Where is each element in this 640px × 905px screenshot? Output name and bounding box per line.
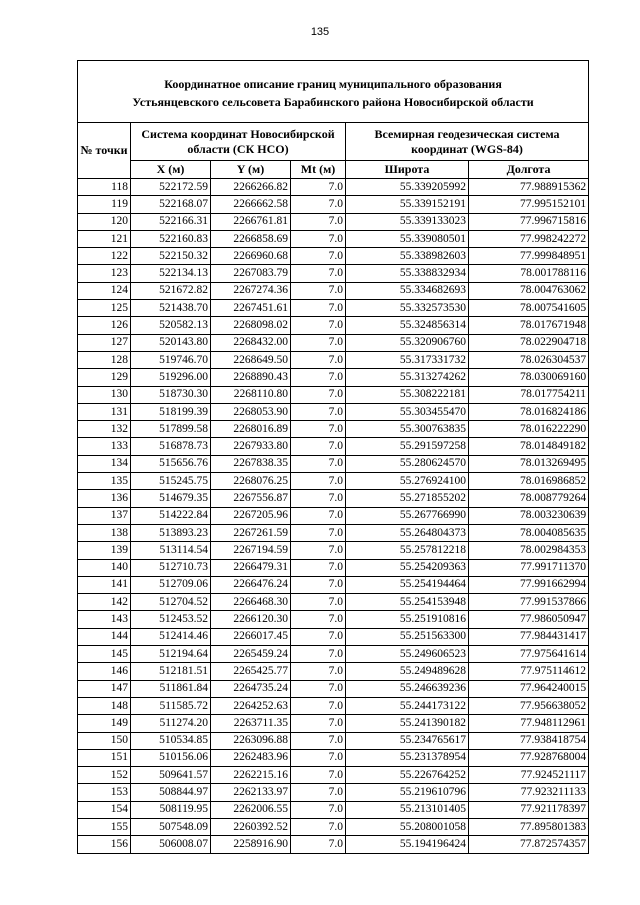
mt-cell: 7.0 [291,455,346,472]
point-number-cell: 150 [78,732,131,749]
table-row [78,334,589,351]
mt-cell: 7.0 [291,801,346,818]
longitude-cell: 77.938418754 [469,732,589,749]
table-row [78,749,589,766]
longitude-cell: 77.928768004 [469,749,589,766]
mt-cell: 7.0 [291,265,346,282]
point-number-cell: 118 [78,179,131,196]
x-cell: 511585.72 [131,697,211,714]
y-cell: 2263711.35 [211,715,291,732]
table-row [78,732,589,749]
longitude-cell: 77.991537866 [469,594,589,611]
longitude-cell: 77.984431417 [469,628,589,645]
point-number-cell: 122 [78,248,131,265]
longitude-cell: 78.003230639 [469,507,589,524]
x-cell: 522168.07 [131,196,211,213]
latitude-cell: 55.338982603 [346,248,469,265]
mt-cell: 7.0 [291,784,346,801]
latitude-cell: 55.257812218 [346,542,469,559]
longitude-cell: 78.016824186 [469,403,589,420]
mt-cell: 7.0 [291,749,346,766]
y-cell: 2268432.00 [211,334,291,351]
y-cell: 2258916.90 [211,836,291,853]
mt-cell: 7.0 [291,594,346,611]
longitude-cell: 77.872574357 [469,836,589,853]
longitude-cell: 78.001788116 [469,265,589,282]
latitude-cell: 55.267766990 [346,507,469,524]
y-cell: 2266468.30 [211,594,291,611]
y-cell: 2268110.80 [211,386,291,403]
latitude-cell: 55.338832934 [346,265,469,282]
mt-cell: 7.0 [291,628,346,645]
table-row [78,351,589,368]
point-number-cell: 152 [78,767,131,784]
point-number-cell: 148 [78,697,131,714]
point-number-cell: 144 [78,628,131,645]
table-row [78,767,589,784]
x-cell: 513893.23 [131,524,211,541]
longitude-cell: 77.895801383 [469,818,589,835]
mt-cell: 7.0 [291,369,346,386]
longitude-cell: 77.999848951 [469,248,589,265]
longitude-cell: 77.998242272 [469,230,589,247]
header-point-number: № точки [78,123,131,179]
mt-cell: 7.0 [291,611,346,628]
longitude-cell: 78.004085635 [469,524,589,541]
y-cell: 2268076.25 [211,473,291,490]
page-number: 135 [310,26,330,38]
mt-cell: 7.0 [291,438,346,455]
longitude-cell: 77.991711370 [469,559,589,576]
point-number-cell: 126 [78,317,131,334]
y-cell: 2267083.79 [211,265,291,282]
point-number-cell: 147 [78,680,131,697]
y-cell: 2267933.80 [211,438,291,455]
mt-cell: 7.0 [291,248,346,265]
point-number-cell: 125 [78,300,131,317]
latitude-cell: 55.226764252 [346,767,469,784]
longitude-cell: 77.975641614 [469,646,589,663]
longitude-cell: 77.956638052 [469,697,589,714]
x-cell: 508119.95 [131,801,211,818]
point-number-cell: 136 [78,490,131,507]
latitude-cell: 55.313274262 [346,369,469,386]
latitude-cell: 55.339152191 [346,196,469,213]
mt-cell: 7.0 [291,542,346,559]
mt-cell: 7.0 [291,818,346,835]
table-row [78,421,589,438]
latitude-cell: 55.251563300 [346,628,469,645]
x-cell: 515245.75 [131,473,211,490]
table-body [78,179,589,854]
point-number-cell: 134 [78,455,131,472]
y-cell: 2268016.89 [211,421,291,438]
y-cell: 2264735.24 [211,680,291,697]
longitude-cell: 78.026304537 [469,351,589,368]
x-cell: 512709.06 [131,576,211,593]
latitude-cell: 55.194196424 [346,836,469,853]
y-cell: 2266017.45 [211,628,291,645]
table-row [78,818,589,835]
latitude-cell: 55.324856314 [346,317,469,334]
table-row [78,559,589,576]
latitude-cell: 55.234765617 [346,732,469,749]
longitude-cell: 78.007541605 [469,300,589,317]
table-row [78,213,589,230]
y-cell: 2264252.63 [211,697,291,714]
latitude-cell: 55.213101405 [346,801,469,818]
table-row [78,386,589,403]
x-cell: 510534.85 [131,732,211,749]
mt-cell: 7.0 [291,576,346,593]
header-longitude: Долгота [469,161,589,179]
mt-cell: 7.0 [291,473,346,490]
latitude-cell: 55.303455470 [346,403,469,420]
table-row [78,663,589,680]
longitude-cell: 77.986050947 [469,611,589,628]
mt-cell: 7.0 [291,732,346,749]
y-cell: 2266479.31 [211,559,291,576]
longitude-cell: 78.004763062 [469,282,589,299]
longitude-cell: 78.017671948 [469,317,589,334]
point-number-cell: 119 [78,196,131,213]
x-cell: 512710.73 [131,559,211,576]
table-row [78,265,589,282]
table-row [78,473,589,490]
table-row [78,784,589,801]
table-row [78,490,589,507]
x-cell: 514679.35 [131,490,211,507]
x-cell: 514222.84 [131,507,211,524]
latitude-cell: 55.254153948 [346,594,469,611]
table-row [78,715,589,732]
y-cell: 2266662.58 [211,196,291,213]
table-title [78,61,589,123]
mt-cell: 7.0 [291,386,346,403]
x-cell: 518199.39 [131,403,211,420]
point-number-cell: 123 [78,265,131,282]
latitude-cell: 55.271855202 [346,490,469,507]
latitude-cell: 55.251910816 [346,611,469,628]
mt-cell: 7.0 [291,300,346,317]
header-y: Y (м) [211,161,291,179]
latitude-cell: 55.339080501 [346,230,469,247]
y-cell: 2267556.87 [211,490,291,507]
y-cell: 2266858.69 [211,230,291,247]
x-cell: 519296.00 [131,369,211,386]
table-row [78,576,589,593]
latitude-cell: 55.208001058 [346,818,469,835]
table-row [78,836,589,853]
point-number-cell: 131 [78,403,131,420]
mt-cell: 7.0 [291,680,346,697]
point-number-cell: 141 [78,576,131,593]
mt-cell: 7.0 [291,767,346,784]
table-row [78,300,589,317]
mt-cell: 7.0 [291,646,346,663]
point-number-cell: 145 [78,646,131,663]
point-number-cell: 138 [78,524,131,541]
latitude-cell: 55.249606523 [346,646,469,663]
table-row [78,179,589,196]
mt-cell: 7.0 [291,663,346,680]
x-cell: 522160.83 [131,230,211,247]
longitude-cell: 78.002984353 [469,542,589,559]
x-cell: 520143.80 [131,334,211,351]
y-cell: 2266120.30 [211,611,291,628]
x-cell: 511274.20 [131,715,211,732]
header-mt: Mt (м) [291,161,346,179]
y-cell: 2268890.43 [211,369,291,386]
latitude-cell: 55.320906760 [346,334,469,351]
y-cell: 2266266.82 [211,179,291,196]
latitude-cell: 55.291597258 [346,438,469,455]
point-number-cell: 156 [78,836,131,853]
y-cell: 2265459.24 [211,646,291,663]
point-number-cell: 153 [78,784,131,801]
x-cell: 512181.51 [131,663,211,680]
y-cell: 2268098.02 [211,317,291,334]
table-row [78,507,589,524]
point-number-cell: 137 [78,507,131,524]
table-row [78,611,589,628]
x-cell: 518730.30 [131,386,211,403]
table-row [78,403,589,420]
y-cell: 2262006.55 [211,801,291,818]
y-cell: 2260392.52 [211,818,291,835]
point-number-cell: 146 [78,663,131,680]
y-cell: 2266761.81 [211,213,291,230]
x-cell: 507548.09 [131,818,211,835]
x-cell: 508844.97 [131,784,211,801]
x-cell: 512414.46 [131,628,211,645]
header-nsk-system: Система координат Новосибирской области (СК НСО) [131,123,346,161]
point-number-cell: 135 [78,473,131,490]
table-row [78,801,589,818]
latitude-cell: 55.317331732 [346,351,469,368]
mt-cell: 7.0 [291,697,346,714]
longitude-cell: 77.921178397 [469,801,589,818]
y-cell: 2267274.36 [211,282,291,299]
point-number-cell: 139 [78,542,131,559]
longitude-cell: 78.017754211 [469,386,589,403]
point-number-cell: 143 [78,611,131,628]
y-cell: 2265425.77 [211,663,291,680]
point-number-cell: 121 [78,230,131,247]
mt-cell: 7.0 [291,524,346,541]
mt-cell: 7.0 [291,334,346,351]
header-x: X (м) [131,161,211,179]
mt-cell: 7.0 [291,421,346,438]
y-cell: 2262215.16 [211,767,291,784]
longitude-cell: 78.008779264 [469,490,589,507]
point-number-cell: 124 [78,282,131,299]
table-row [78,317,589,334]
x-cell: 506008.07 [131,836,211,853]
y-cell: 2266476.24 [211,576,291,593]
mt-cell: 7.0 [291,403,346,420]
x-cell: 522166.31 [131,213,211,230]
table-row [78,646,589,663]
coordinates-table [77,60,589,854]
table-row [78,628,589,645]
mt-cell: 7.0 [291,230,346,247]
point-number-cell: 142 [78,594,131,611]
y-cell: 2262483.96 [211,749,291,766]
point-number-cell: 149 [78,715,131,732]
x-cell: 513114.54 [131,542,211,559]
x-cell: 520582.13 [131,317,211,334]
table-row [78,542,589,559]
y-cell: 2268053.90 [211,403,291,420]
y-cell: 2267261.59 [211,524,291,541]
longitude-cell: 77.923211133 [469,784,589,801]
point-number-cell: 151 [78,749,131,766]
mt-cell: 7.0 [291,836,346,853]
y-cell: 2262133.97 [211,784,291,801]
latitude-cell: 55.219610796 [346,784,469,801]
mt-cell: 7.0 [291,179,346,196]
longitude-cell: 78.014849182 [469,438,589,455]
table-row [78,369,589,386]
title-line-1: Координатное описание границ муниципального образования [164,76,502,91]
table-row [78,282,589,299]
point-number-cell: 155 [78,818,131,835]
x-cell: 519746.70 [131,351,211,368]
table-row [78,196,589,213]
x-cell: 522172.59 [131,179,211,196]
latitude-cell: 55.254209363 [346,559,469,576]
point-number-cell: 130 [78,386,131,403]
latitude-cell: 55.246639236 [346,680,469,697]
longitude-cell: 78.013269495 [469,455,589,472]
x-cell: 511861.84 [131,680,211,697]
mt-cell: 7.0 [291,507,346,524]
latitude-cell: 55.339205992 [346,179,469,196]
y-cell: 2263096.88 [211,732,291,749]
latitude-cell: 55.276924100 [346,473,469,490]
table-row [78,455,589,472]
longitude-cell: 78.016986852 [469,473,589,490]
latitude-cell: 55.264804373 [346,524,469,541]
y-cell: 2267451.61 [211,300,291,317]
x-cell: 522134.13 [131,265,211,282]
latitude-cell: 55.332573530 [346,300,469,317]
latitude-cell: 55.241390182 [346,715,469,732]
table-row [78,524,589,541]
latitude-cell: 55.334682693 [346,282,469,299]
point-number-cell: 154 [78,801,131,818]
table-row [78,697,589,714]
x-cell: 515656.76 [131,455,211,472]
x-cell: 516878.73 [131,438,211,455]
longitude-cell: 77.964240015 [469,680,589,697]
longitude-cell: 77.924521117 [469,767,589,784]
x-cell: 517899.58 [131,421,211,438]
point-number-cell: 127 [78,334,131,351]
x-cell: 510156.06 [131,749,211,766]
x-cell: 512194.64 [131,646,211,663]
longitude-cell: 77.996715816 [469,213,589,230]
x-cell: 509641.57 [131,767,211,784]
longitude-cell: 78.016222290 [469,421,589,438]
point-number-cell: 133 [78,438,131,455]
longitude-cell: 78.030069160 [469,369,589,386]
table-row [78,680,589,697]
point-number-cell: 132 [78,421,131,438]
table-row [78,230,589,247]
latitude-cell: 55.254194464 [346,576,469,593]
y-cell: 2268649.50 [211,351,291,368]
mt-cell: 7.0 [291,317,346,334]
latitude-cell: 55.249489628 [346,663,469,680]
point-number-cell: 129 [78,369,131,386]
header-wgs-system: Всемирная геодезическая система координат (WGS-84) [346,123,589,161]
latitude-cell: 55.280624570 [346,455,469,472]
mt-cell: 7.0 [291,282,346,299]
longitude-cell: 77.948112961 [469,715,589,732]
y-cell: 2267205.96 [211,507,291,524]
mt-cell: 7.0 [291,213,346,230]
y-cell: 2267194.59 [211,542,291,559]
table-row [78,438,589,455]
longitude-cell: 77.988915362 [469,179,589,196]
x-cell: 512453.52 [131,611,211,628]
title-line-2: Устьянцевского сельсовета Барабинского района Новосибирской области [132,94,534,109]
x-cell: 522150.32 [131,248,211,265]
longitude-cell: 77.991662994 [469,576,589,593]
mt-cell: 7.0 [291,351,346,368]
latitude-cell: 55.308222181 [346,386,469,403]
mt-cell: 7.0 [291,490,346,507]
longitude-cell: 78.022904718 [469,334,589,351]
x-cell: 512704.52 [131,594,211,611]
mt-cell: 7.0 [291,559,346,576]
mt-cell: 7.0 [291,715,346,732]
x-cell: 521672.82 [131,282,211,299]
y-cell: 2266960.68 [211,248,291,265]
table-row [78,248,589,265]
y-cell: 2267838.35 [211,455,291,472]
point-number-cell: 120 [78,213,131,230]
longitude-cell: 77.975114612 [469,663,589,680]
latitude-cell: 55.339133023 [346,213,469,230]
x-cell: 521438.70 [131,300,211,317]
table-row [78,594,589,611]
point-number-cell: 128 [78,351,131,368]
latitude-cell: 55.244173122 [346,697,469,714]
longitude-cell: 77.995152101 [469,196,589,213]
point-number-cell: 140 [78,559,131,576]
latitude-cell: 55.231378954 [346,749,469,766]
header-latitude: Широта [346,161,469,179]
latitude-cell: 55.300763835 [346,421,469,438]
mt-cell: 7.0 [291,196,346,213]
